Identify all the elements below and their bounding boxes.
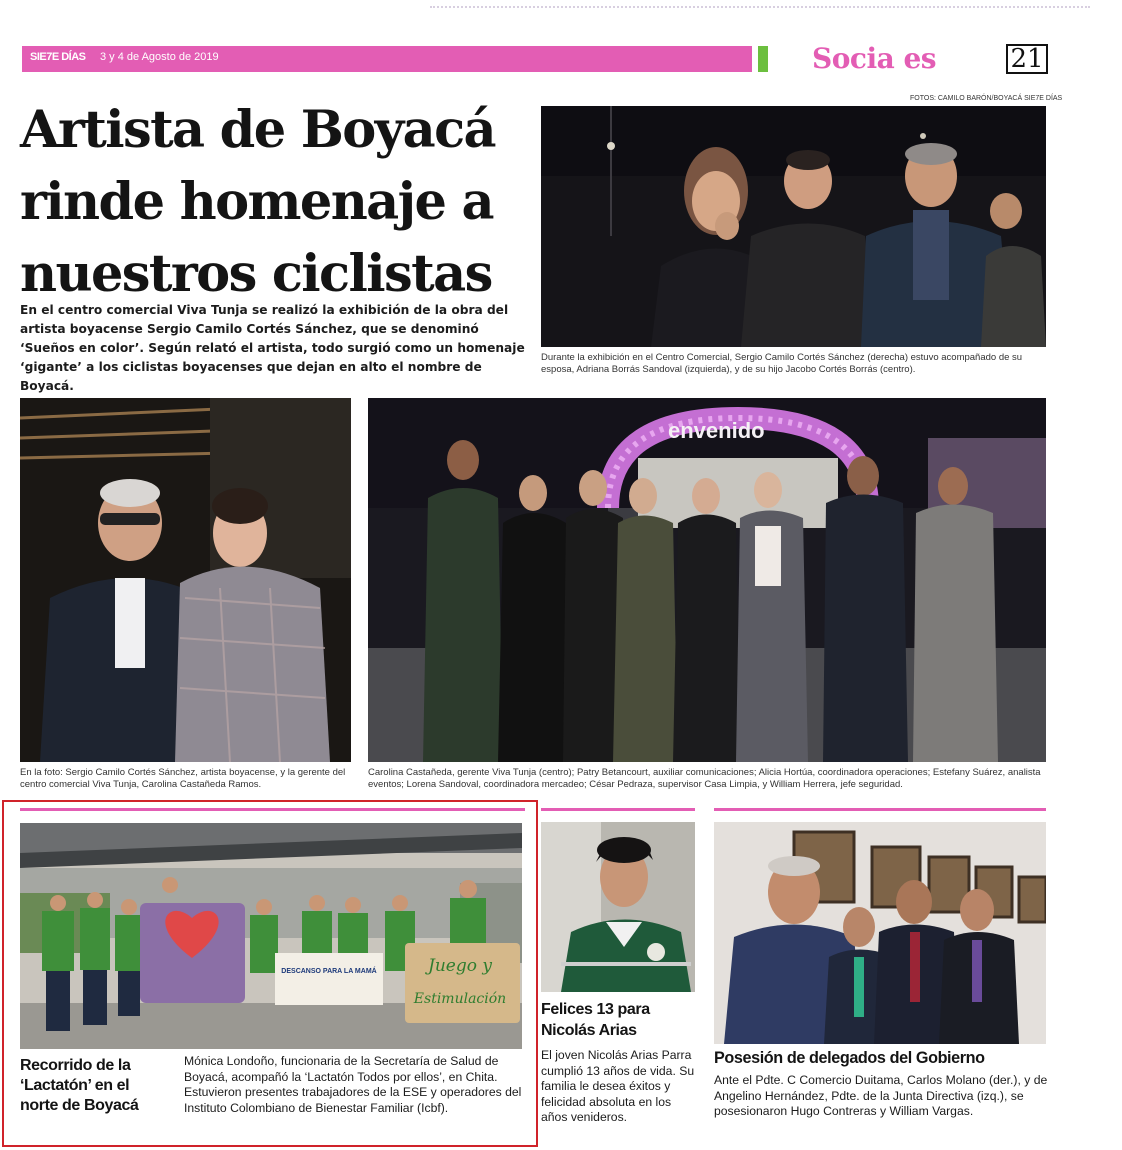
header-bar <box>22 46 752 72</box>
posesion-image <box>714 822 1046 1044</box>
newspaper-brand: SIE7E DÍAS <box>30 51 86 63</box>
arch-sign-text: envenido <box>668 418 765 443</box>
banner-right-line2: Estimulación <box>413 991 507 1007</box>
lactaton-group-image <box>20 823 522 1049</box>
caption-artist-manager: En la foto: Sergio Camilo Cortés Sánchez, artista boyacense, y la gerente del centro comercial Viva Tunja, Carolina Castañeda Ramos. <box>20 767 346 790</box>
lactaton-headline-line-3: norte de Boyacá <box>20 1097 139 1114</box>
lactaton-headline-line-2: ‘Lactatón’ en el <box>20 1077 130 1094</box>
lactaton-headline <box>20 1056 175 1116</box>
header-green-tab <box>758 46 768 72</box>
photo-credit: FOTOS: CAMILO BARÓN/BOYACÁ SIE7E DÍAS <box>910 95 1063 102</box>
lactaton-body: Mónica Londoño, funcionaria de la Secretaría de Salud de Boyacá, acompañó la ‘Lactatón Todos por ellos’, en Chita. Estuvieron presentes trabajadores de la ESE y operadores del Instituto Colombiano de Bienestar Familiar (Icbf). <box>184 1054 522 1115</box>
headline-line-1: Artista de Boyacá <box>20 100 496 160</box>
caption-staff-group: Carolina Castañeda, gerente Viva Tunja (centro); Patry Betancourt, auxiliar comunicaciones; Alicia Hortúa, coordinadora operaciones; Estefany Suárez, analista eventos; Lorena Sandoval, coordinadora mercadeo; César Pedraza, supervisor Casa Limpia, y William Herrera, jefe seguridad. <box>368 767 1041 790</box>
main-headline <box>20 94 535 310</box>
headline-line-3: nuestros ciclistas <box>20 244 492 304</box>
main-lede: En el centro comercial Viva Tunja se realizó la exhibición de la obra del artista boyacense Sergio Camilo Cortés Sánchez, que se denominó ‘Sueños en color’. Según relató el artista, todo surgió como un homenaje ‘gigante’ a los ciclistas boyacenses que dejan en alto el nombre de Boyacá. <box>20 303 525 393</box>
nicolas-headline-line-1: Felices 13 para <box>541 1001 650 1018</box>
issue-date: 3 y 4 de Agosto de 2019 <box>100 51 219 63</box>
page-top-decoration <box>430 6 1090 9</box>
posesion-body: Ante el Pdte. C Comercio Duitama, Carlos Molano (der.), y de Angelino Hernández, Pdte. de la Junta Directiva (izq.), se posesionaron Hugo Contreras y William Vargas. <box>714 1073 1048 1118</box>
section-rule-posesion <box>714 808 1046 811</box>
banner-right-line1: Juego y <box>428 956 492 976</box>
banner-center-text: DESCANSO PARA LA MAMÁ <box>281 968 377 975</box>
staff-group-image <box>368 398 1046 762</box>
nicolas-headline <box>541 999 701 1041</box>
photo-nicolas <box>541 822 695 992</box>
page-number: 21 <box>1006 44 1048 74</box>
posesion-headline: Posesión de delegados del Gobierno <box>714 1049 985 1067</box>
photo-lactaton-group <box>20 823 522 1049</box>
caption-family-exhibition: Durante la exhibición en el Centro Comercial, Sergio Camilo Cortés Sánchez (derecha) estuvo acompañado de su esposa, Adriana Borrás Sandoval (izquierda), y de su hijo Jacobo Cortés Borrás (centro). <box>541 352 1023 375</box>
nicolas-image <box>541 822 695 992</box>
section-title: Socia es <box>812 42 937 75</box>
photo-staff-group <box>368 398 1046 762</box>
family-exhibition-image <box>541 106 1046 347</box>
lactaton-headline-line-1: Recorrido de la <box>20 1057 131 1074</box>
photo-posesion <box>714 822 1046 1044</box>
artist-manager-image <box>20 398 351 762</box>
section-rule-nicolas <box>541 808 695 811</box>
nicolas-body: El joven Nicolás Arias Parra cumplió 13 años de vida. Su familia le desea éxitos y felicidad absoluta en los años venideros. <box>541 1048 695 1124</box>
nicolas-headline-line-2: Nicolás Arias <box>541 1022 637 1039</box>
photo-artist-manager <box>20 398 351 762</box>
photo-family-exhibition <box>541 106 1046 347</box>
headline-line-2: rinde homenaje a <box>20 172 493 232</box>
